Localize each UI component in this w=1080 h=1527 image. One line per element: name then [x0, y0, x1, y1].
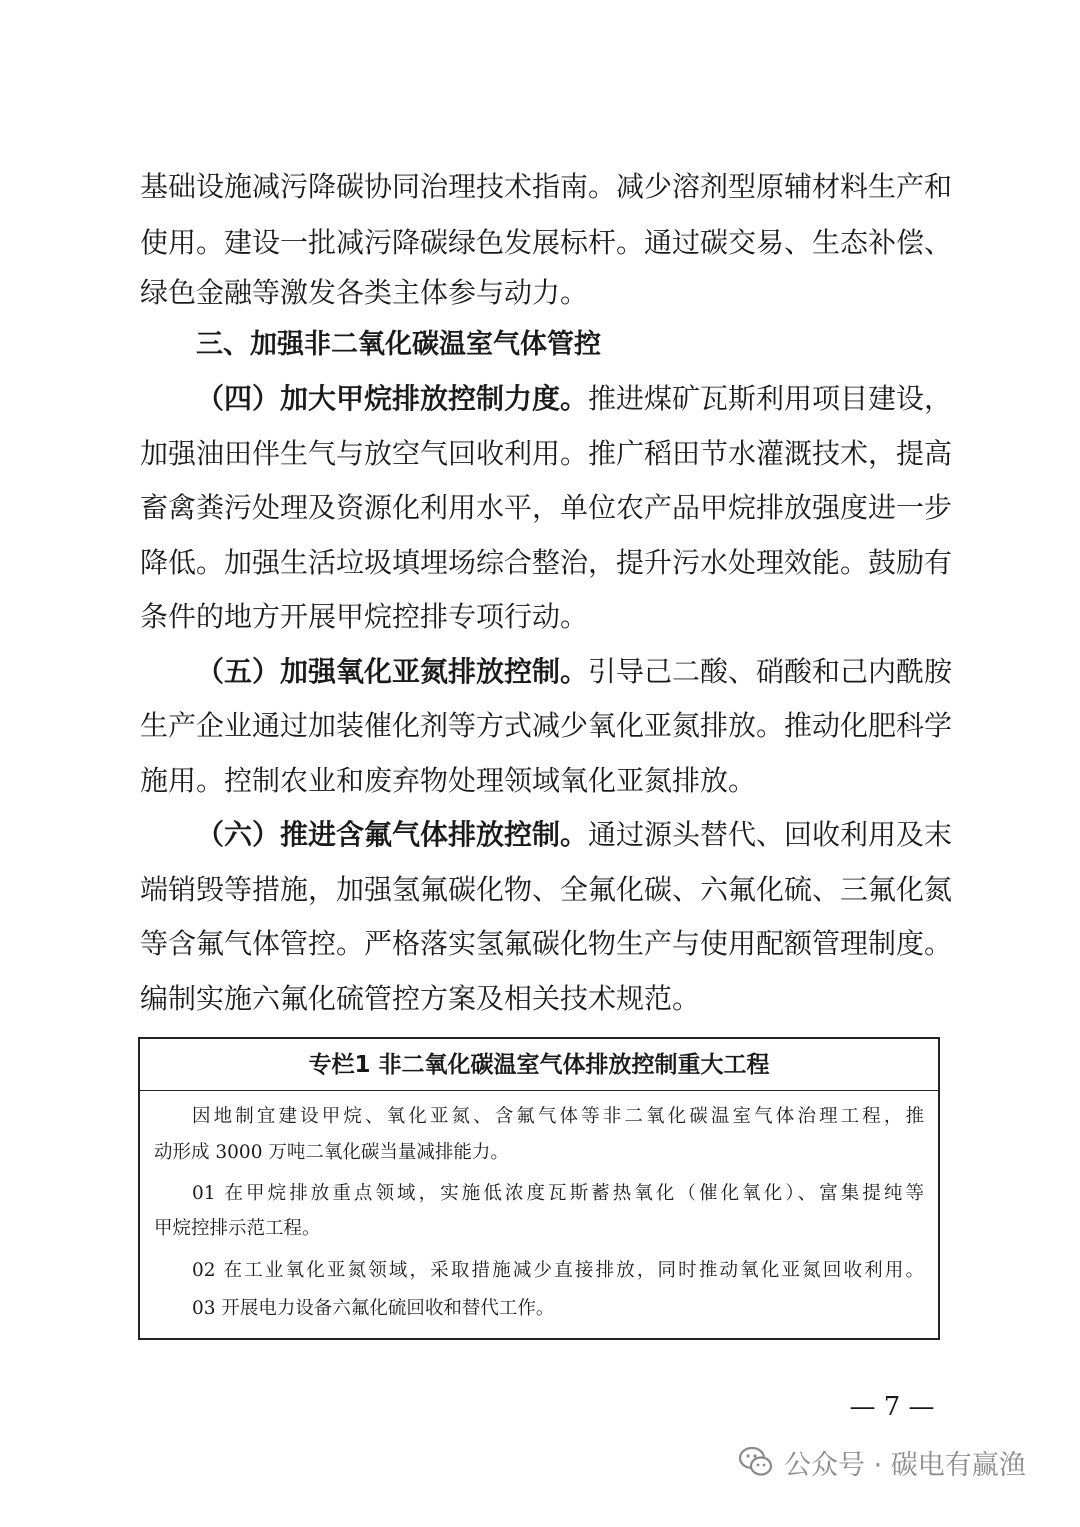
body-line: 加强油田伴生气与放空气回收利用。推广稻田节水灌溉技术，提高: [140, 437, 953, 470]
item-6-title: （六）推进含氟气体排放控制。: [196, 818, 589, 851]
box-line: 02 在工业氧化亚氮领域，采取措施减少直接排放，同时推动氧化亚氮回收利用。: [192, 1260, 924, 1281]
body-line: 基础设施减污降碳协同治理技术指南。减少溶剂型原辅材料生产和: [140, 170, 953, 203]
page-number: — 7 —: [849, 1392, 935, 1422]
section-heading: 三、加强非二氧化碳温室气体管控: [196, 329, 601, 360]
body-line: 畜禽粪污处理及资源化利用水平，单位农产品甲烷排放强度进一步: [140, 491, 953, 524]
body-line: 条件的地方开展甲烷控排专项行动。: [140, 600, 589, 633]
wechat-icon: [738, 1446, 774, 1478]
watermark: [738, 1437, 1026, 1487]
body-line: 绿色金融等激发各类主体参与动力。: [140, 276, 589, 309]
box-line: 因地制宜建设甲烷、氧化亚氮、含氟气体等非二氧化碳温室气体治理工程，推: [192, 1106, 924, 1127]
item-5-first-line: [196, 655, 953, 689]
watermark-text: 公众号 · 碳电有赢渔: [784, 1449, 1026, 1481]
item-5-text: 引导己二酸、硝酸和己内酰胺: [588, 655, 953, 688]
feature-box-title: 专栏1 非二氧化碳温室气体排放控制重大工程: [140, 1039, 938, 1091]
item-4-first-line: [196, 382, 953, 416]
body-line: 施用。控制农业和废弃物处理领域氧化亚氮排放。: [140, 764, 757, 797]
box-line: 01 在甲烷排放重点领域，实施低浓度瓦斯蓄热氧化（催化氧化）、富集提纯等: [192, 1183, 924, 1204]
item-4-title: （四）加大甲烷排放控制力度。: [196, 382, 589, 415]
box-line: 03 开展电力设备六氟化硫回收和替代工作。: [192, 1298, 555, 1319]
item-6-first-line: [196, 818, 953, 852]
body-line: 生产企业通过加装催化剂等方式减少氧化亚氮排放。推动化肥科学: [140, 709, 953, 742]
body-line: 等含氟气体管控。严格落实氢氟碳化物生产与使用配额管理制度。: [140, 927, 953, 960]
box-line: 甲烷控排示范工程。: [154, 1218, 321, 1239]
box-line: 动形成 3000 万吨二氧化碳当量减排能力。: [154, 1142, 509, 1163]
body-line: 使用。建设一批减污降碳绿色发展标杆。通过碳交易、生态补偿、: [140, 226, 953, 259]
feature-box: [138, 1037, 940, 1340]
item-5-title: （五）加强氧化亚氮排放控制。: [196, 655, 589, 688]
body-line: 编制实施六氟化硫管控方案及相关技术规范。: [140, 982, 701, 1015]
item-4-text: 推进煤矿瓦斯利用项目建设，: [588, 382, 953, 415]
item-6-text: 通过源头替代、回收利用及末: [588, 818, 953, 851]
body-line: 端销毁等措施，加强氢氟碳化物、全氟化碳、六氟化硫、三氟化氮: [140, 873, 953, 906]
body-line: 降低。加强生活垃圾填埋场综合整治，提升污水处理效能。鼓励有: [140, 546, 953, 579]
